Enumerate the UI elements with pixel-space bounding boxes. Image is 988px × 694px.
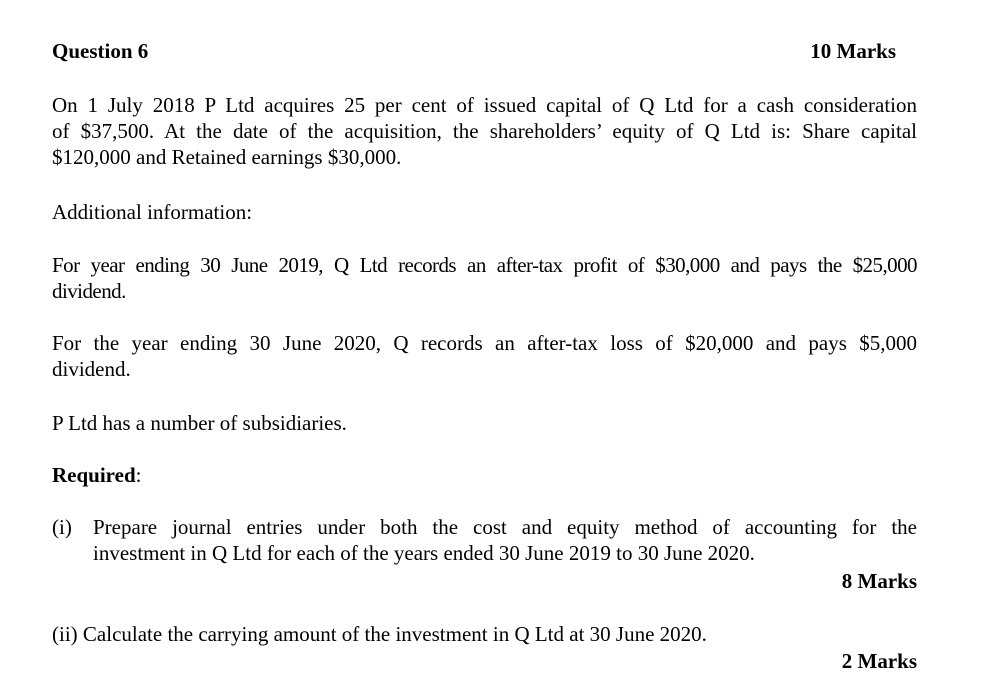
item-i-line-1: Prepare journal entries under both the cost and equity method of accounting for the: [93, 515, 917, 539]
intro-line-2: of $37,500. At the date of the acquisition, the shareholders’ equity of Q Ltd is: Share capital: [52, 119, 917, 143]
item-i-text: [93, 514, 917, 566]
item-i-marks: 8 Marks: [841, 569, 917, 593]
additional-info-heading: Additional information:: [52, 200, 253, 224]
year-2020-line-1: For the year ending 30 June 2020, Q records an after-tax loss of $20,000 and pays $5,000: [52, 331, 917, 355]
year-2019-paragraph: [52, 252, 917, 304]
intro-line-1: On 1 July 2018 P Ltd acquires 25 per cent of issued capital of Q Ltd for a cash consideration: [52, 93, 917, 117]
year-2019-line-2: dividend.: [52, 279, 126, 303]
intro-paragraph: [52, 92, 917, 170]
required-heading: [52, 462, 141, 488]
item-ii-text: (ii) Calculate the carrying amount of the investment in Q Ltd at 30 June 2020.: [52, 622, 707, 646]
subsidiaries-paragraph: P Ltd has a number of subsidiaries.: [52, 411, 347, 435]
required-colon: :: [135, 463, 142, 487]
required-label: Required: [52, 463, 136, 487]
intro-line-3: $120,000 and Retained earnings $30,000.: [52, 145, 402, 169]
item-ii-marks: 2 Marks: [841, 649, 917, 673]
item-i-line-2: investment in Q Ltd for each of the years ended 30 June 2019 to 30 June 2020.: [93, 541, 755, 565]
year-2020-line-2: dividend.: [52, 357, 131, 381]
year-2019-line-1: For year ending 30 June 2019, Q Ltd records an after-tax profit of $30,000 and pays the $25,000: [52, 253, 917, 277]
question-total-marks: 10 Marks: [810, 39, 896, 63]
question-title: Question 6: [52, 39, 149, 63]
year-2020-paragraph: [52, 330, 917, 382]
item-i-number: (i): [52, 515, 72, 539]
